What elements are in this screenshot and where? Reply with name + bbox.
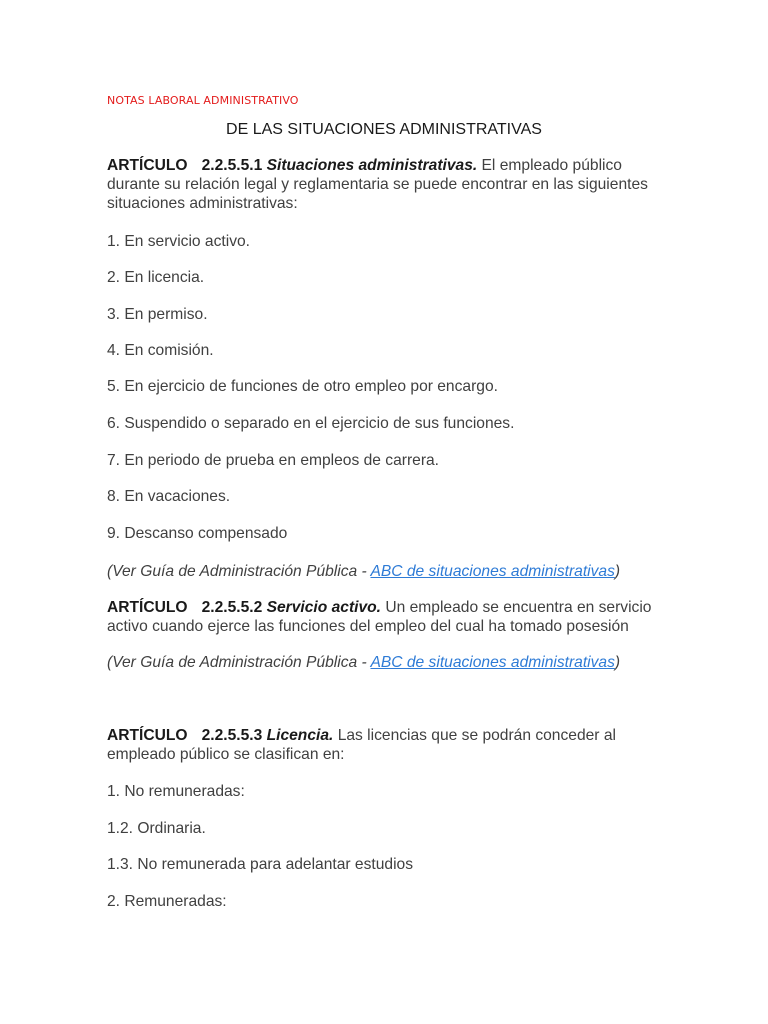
article-text: Un empleado se encuentra en servicio activo cuando ejerce las funciones del empleo del cual ha tomado posesión <box>107 599 652 635</box>
list-item: 3. En permiso. <box>107 306 208 323</box>
article-label: ARTÍCULO <box>107 727 188 744</box>
article-number: 2.2.5.5.2 <box>201 599 263 616</box>
list-item: 1. En servicio activo. <box>107 233 251 250</box>
abc-situations-link[interactable]: ABC de situaciones administrativas <box>370 654 615 671</box>
list-item: 2. Remuneradas: <box>107 893 227 910</box>
list-item: 4. En comisión. <box>107 342 214 359</box>
reference-suffix: ) <box>614 654 621 671</box>
reference-suffix: ) <box>614 563 621 580</box>
article-number: 2.2.5.5.3 <box>201 727 263 744</box>
article-text: Las licencias que se podrán conceder al empleado público se clasifican en: <box>107 727 616 763</box>
article-paragraph <box>107 726 667 764</box>
reference-prefix: (Ver Guía de Administración Pública - <box>107 563 371 580</box>
document-label: NOTAS LABORAL ADMINISTRATIVO <box>107 94 299 107</box>
article-name: Situaciones administrativas. <box>266 157 478 174</box>
reference-prefix: (Ver Guía de Administración Pública - <box>107 654 371 671</box>
list-item: 2. En licencia. <box>107 269 205 286</box>
abc-situations-link[interactable]: ABC de situaciones administrativas <box>370 563 615 580</box>
article-label: ARTÍCULO <box>107 157 188 174</box>
article-paragraph <box>107 156 667 213</box>
list-item: 9. Descanso compensado <box>107 525 288 542</box>
list-item: 1.2. Ordinaria. <box>107 820 206 837</box>
reference-note <box>107 653 667 672</box>
section-title: DE LAS SITUACIONES ADMINISTRATIVAS <box>226 121 542 138</box>
article-text: El empleado público durante su relación legal y reglamentaria se puede encontrar en las siguientes situaciones administrativas: <box>107 157 648 212</box>
article-label: ARTÍCULO <box>107 599 188 616</box>
article-number: 2.2.5.5.1 <box>201 157 263 174</box>
article-name: Servicio activo. <box>266 599 382 616</box>
reference-note <box>107 562 667 581</box>
article-name: Licencia. <box>266 727 334 744</box>
list-item: 1.3. No remunerada para adelantar estudios <box>107 856 414 873</box>
list-item: 8. En vacaciones. <box>107 488 231 505</box>
list-item: 6. Suspendido o separado en el ejercicio de sus funciones. <box>107 415 515 432</box>
article-paragraph <box>107 598 667 636</box>
list-item: 1. No remuneradas: <box>107 783 245 800</box>
list-item: 7. En periodo de prueba en empleos de carrera. <box>107 452 440 469</box>
list-item: 5. En ejercicio de funciones de otro empleo por encargo. <box>107 378 498 395</box>
